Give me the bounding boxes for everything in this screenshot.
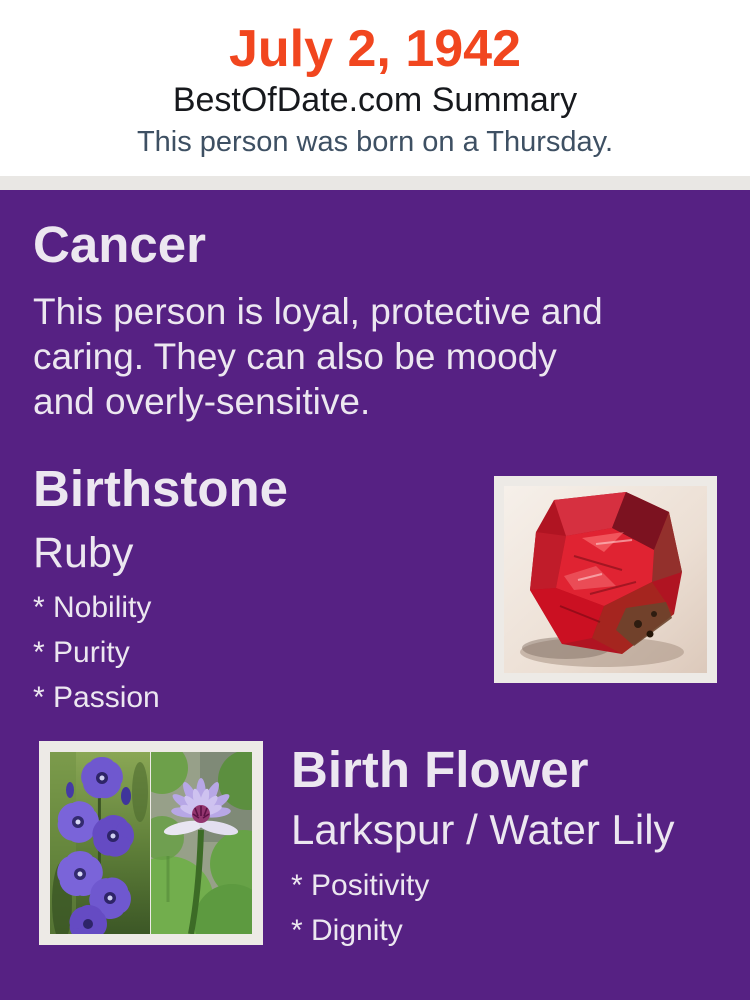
site-title: BestOfDate.com Summary [172, 80, 578, 119]
birth-flower-heading: Birth Flower [291, 741, 589, 799]
birthstone-text-column [33, 460, 288, 714]
weekday-note: This person was born on a Thursday. [136, 126, 614, 159]
birthstone-trait: * Passion [33, 681, 160, 715]
date-title: July 2, 1942 [229, 20, 521, 78]
ruby-image [504, 486, 707, 673]
main-content [0, 216, 750, 946]
birthstone-name: Ruby [33, 529, 134, 578]
larkspur-water-lily-image [50, 752, 252, 934]
birth-flower-traits-list [291, 870, 675, 946]
birth-flower-text-column [291, 741, 675, 946]
zodiac-sign-heading: Cancer [33, 216, 206, 273]
zodiac-description: This person is loyal, protective and caring. They can also be moody and overly-sensitive. [33, 290, 603, 422]
header-divider [0, 176, 750, 190]
birthstone-traits-list [33, 592, 288, 713]
birth-flower-name: Larkspur / Water Lily [291, 805, 675, 853]
flower-photo-frame [39, 741, 263, 945]
birthstone-heading: Birthstone [33, 459, 288, 517]
birthstone-section [33, 460, 717, 714]
birthstone-trait: * Purity [33, 636, 130, 670]
birth-flower-section [33, 741, 717, 946]
birth-flower-trait: * Positivity [291, 868, 430, 902]
ruby-photo-frame [494, 476, 717, 683]
birthstone-trait: * Nobility [33, 591, 152, 625]
birth-flower-trait: * Dignity [291, 913, 403, 947]
page-header [0, 0, 750, 176]
